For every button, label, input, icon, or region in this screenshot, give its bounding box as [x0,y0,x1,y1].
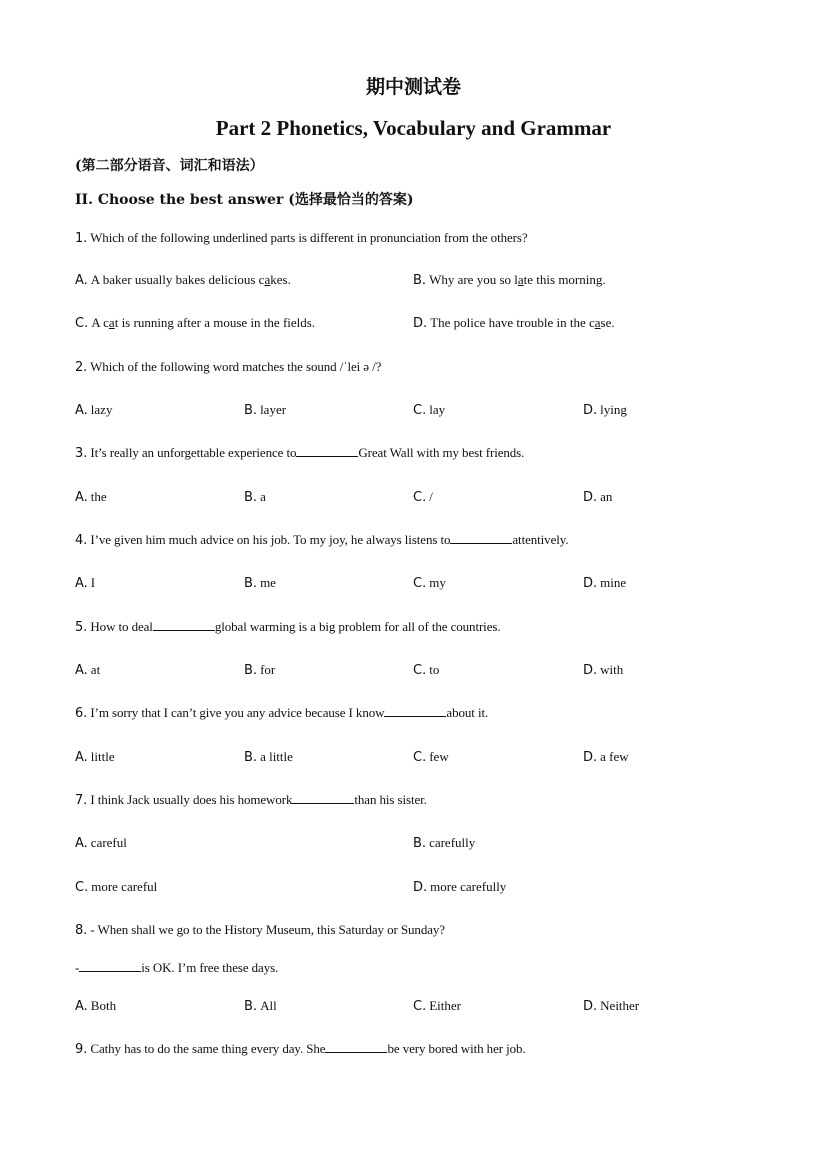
reply-text: is OK. I’m free these days. [141,960,279,975]
option-8b[interactable] [244,998,277,1014]
option-1b[interactable] [413,272,606,288]
option-letter: D. [583,576,598,591]
question-9 [75,1041,526,1057]
option-8a[interactable] [75,998,116,1014]
question-8 [75,922,445,938]
answer-blank[interactable] [153,619,215,631]
option-2c[interactable] [413,402,445,418]
question-stem-end: about it. [446,705,489,720]
question-stem: I think Jack usually does his homework [90,792,293,807]
option-4c[interactable] [413,575,446,591]
question-8-reply [75,960,278,976]
answer-blank[interactable] [384,705,446,717]
option-letter: C. [413,663,427,678]
option-6a[interactable] [75,749,115,765]
option-letter: A. [75,836,88,851]
question-stem: It’s really an unforgettable experience to [90,445,297,460]
question-number: 8. [75,923,88,938]
option-letter: A. [75,490,88,505]
question-3 [75,445,524,461]
question-7 [75,792,427,808]
option-letter: D. [583,999,598,1014]
question-5 [75,619,500,635]
option-8c[interactable] [413,998,461,1014]
option-letter: C. [75,880,89,895]
question-stem: Which of the following underlined parts is different in pronunciation from the others? [90,230,528,245]
option-text: A c [91,315,109,330]
option-text: / [429,489,433,504]
question-stem-end: Great Wall with my best friends. [358,445,525,460]
option-text: layer [260,402,287,417]
option-letter: C. [413,403,427,418]
option-letter: B. [413,836,427,851]
question-number: 3. [75,446,88,461]
option-letter: A. [75,663,88,678]
option-letter: D. [413,316,428,331]
question-stem-end: be very bored with her job. [387,1041,526,1056]
option-text: more careful [91,879,158,894]
option-letter: C. [413,750,427,765]
option-5d[interactable] [583,662,623,678]
reply-dash: - [75,960,80,975]
option-5c[interactable] [413,662,439,678]
question-stem: How to deal [90,619,153,634]
option-text: at [90,662,101,677]
option-7c[interactable] [75,879,157,895]
option-3d[interactable] [583,489,612,505]
option-2a[interactable] [75,402,112,418]
option-letter: D. [583,750,598,765]
question-1 [75,230,528,246]
answer-blank[interactable] [79,960,141,972]
question-number: 4. [75,533,88,548]
option-letter: A. [75,576,88,591]
option-text: a little [260,749,293,764]
option-letter: A. [75,273,88,288]
answer-blank[interactable] [292,792,354,804]
option-letter: C. [413,490,427,505]
question-number: 6. [75,706,88,721]
question-number: 1. [75,231,88,246]
underlined-part: a [517,272,524,287]
option-7a[interactable] [75,835,127,851]
option-letter: A. [75,999,88,1014]
option-4a[interactable] [75,575,95,591]
question-number: 7. [75,793,88,808]
option-text: carefully [429,835,476,850]
option-1c[interactable] [75,315,315,331]
option-letter: B. [413,273,427,288]
option-letter: B. [244,750,258,765]
option-text: Either [429,998,461,1013]
option-text: a [260,489,266,504]
page-title: 期中测试卷 [365,76,461,98]
option-6d[interactable] [583,749,629,765]
option-letter: B. [244,403,258,418]
option-6c[interactable] [413,749,449,765]
question-6 [75,705,488,721]
option-letter: D. [413,880,428,895]
option-text: careful [90,835,127,850]
option-letter: A. [75,750,88,765]
question-stem: I’ve given him much advice on his job. To my joy, he always listens to [90,532,451,547]
option-letter: B. [244,576,258,591]
option-6b[interactable] [244,749,293,765]
option-7b[interactable] [413,835,475,851]
answer-blank[interactable] [325,1041,387,1053]
option-1d[interactable] [413,315,615,331]
option-3a[interactable] [75,489,107,505]
question-stem-end: than his sister. [354,792,427,807]
option-text: my [429,575,446,590]
option-text: for [260,662,276,677]
option-text: Both [90,998,117,1013]
option-text: mine [600,575,627,590]
option-2b[interactable] [244,402,286,418]
option-text: Neither [600,998,640,1013]
option-3c[interactable] [413,489,433,505]
option-text: All [260,998,277,1013]
section-heading: II. Choose the best answer (选择最恰当的答案) [75,192,414,208]
option-text: Why are you so l [429,272,518,287]
option-8d[interactable] [583,998,639,1014]
option-text: to [429,662,440,677]
answer-blank[interactable] [450,532,512,544]
question-number: 2. [75,360,88,375]
option-letter: C. [75,316,89,331]
question-stem: I’m sorry that I can’t give you any advice because I know [90,705,385,720]
question-stem: - When shall we go to the History Museum, this Saturday or Sunday? [90,922,445,937]
option-letter: C. [413,576,427,591]
option-2d[interactable] [583,402,627,418]
option-text: lying [600,402,627,417]
option-1a[interactable] [75,272,291,288]
option-4b[interactable] [244,575,276,591]
option-3b[interactable] [244,489,266,505]
option-text: A baker usually bakes delicious c [90,272,265,287]
option-letter: D. [583,403,598,418]
option-letter: B. [244,663,258,678]
option-letter: C. [413,999,427,1014]
option-text: The police have trouble in the c [430,315,595,330]
option-letter: A. [75,403,88,418]
option-7d[interactable] [413,879,506,895]
option-letter: B. [244,490,258,505]
question-stem-end: global warming is a big problem for all of the countries. [214,619,501,634]
question-stem: Which of the following word matches the sound /ˈlei ə /? [90,359,382,374]
option-text: an [600,489,613,504]
option-text: se. [600,315,615,330]
option-text: te this morning. [523,272,606,287]
option-text: t is running after a mouse in the fields. [114,315,316,330]
question-stem-end: attentively. [512,532,569,547]
option-letter: B. [244,999,258,1014]
option-text: me [260,575,276,590]
option-5a[interactable] [75,662,100,678]
question-stem: Cathy has to do the same thing every day. She [90,1041,326,1056]
question-4 [75,532,568,548]
option-letter: D. [583,490,598,505]
option-text: kes. [270,272,291,287]
option-text: the [90,489,107,504]
option-text: little [90,749,115,764]
option-text: lazy [90,402,113,417]
option-letter: D. [583,663,598,678]
underlined-part: a [264,272,271,287]
option-text: few [429,749,449,764]
underlined-part: a [594,315,601,330]
question-number: 9. [75,1042,88,1057]
option-text: more carefully [430,879,507,894]
underlined-part: a [108,315,115,330]
option-4d[interactable] [583,575,626,591]
answer-blank[interactable] [296,445,358,457]
option-text: I [90,575,96,590]
question-number: 5. [75,620,88,635]
option-text: with [600,662,624,677]
part-heading: Part 2 Phonetics, Vocabulary and Grammar [215,116,612,140]
option-5b[interactable] [244,662,275,678]
part-heading-cn: (第二部分语音、词汇和语法） [75,158,264,174]
option-text: lay [429,402,446,417]
option-text: a few [600,749,629,764]
question-2 [75,359,381,375]
